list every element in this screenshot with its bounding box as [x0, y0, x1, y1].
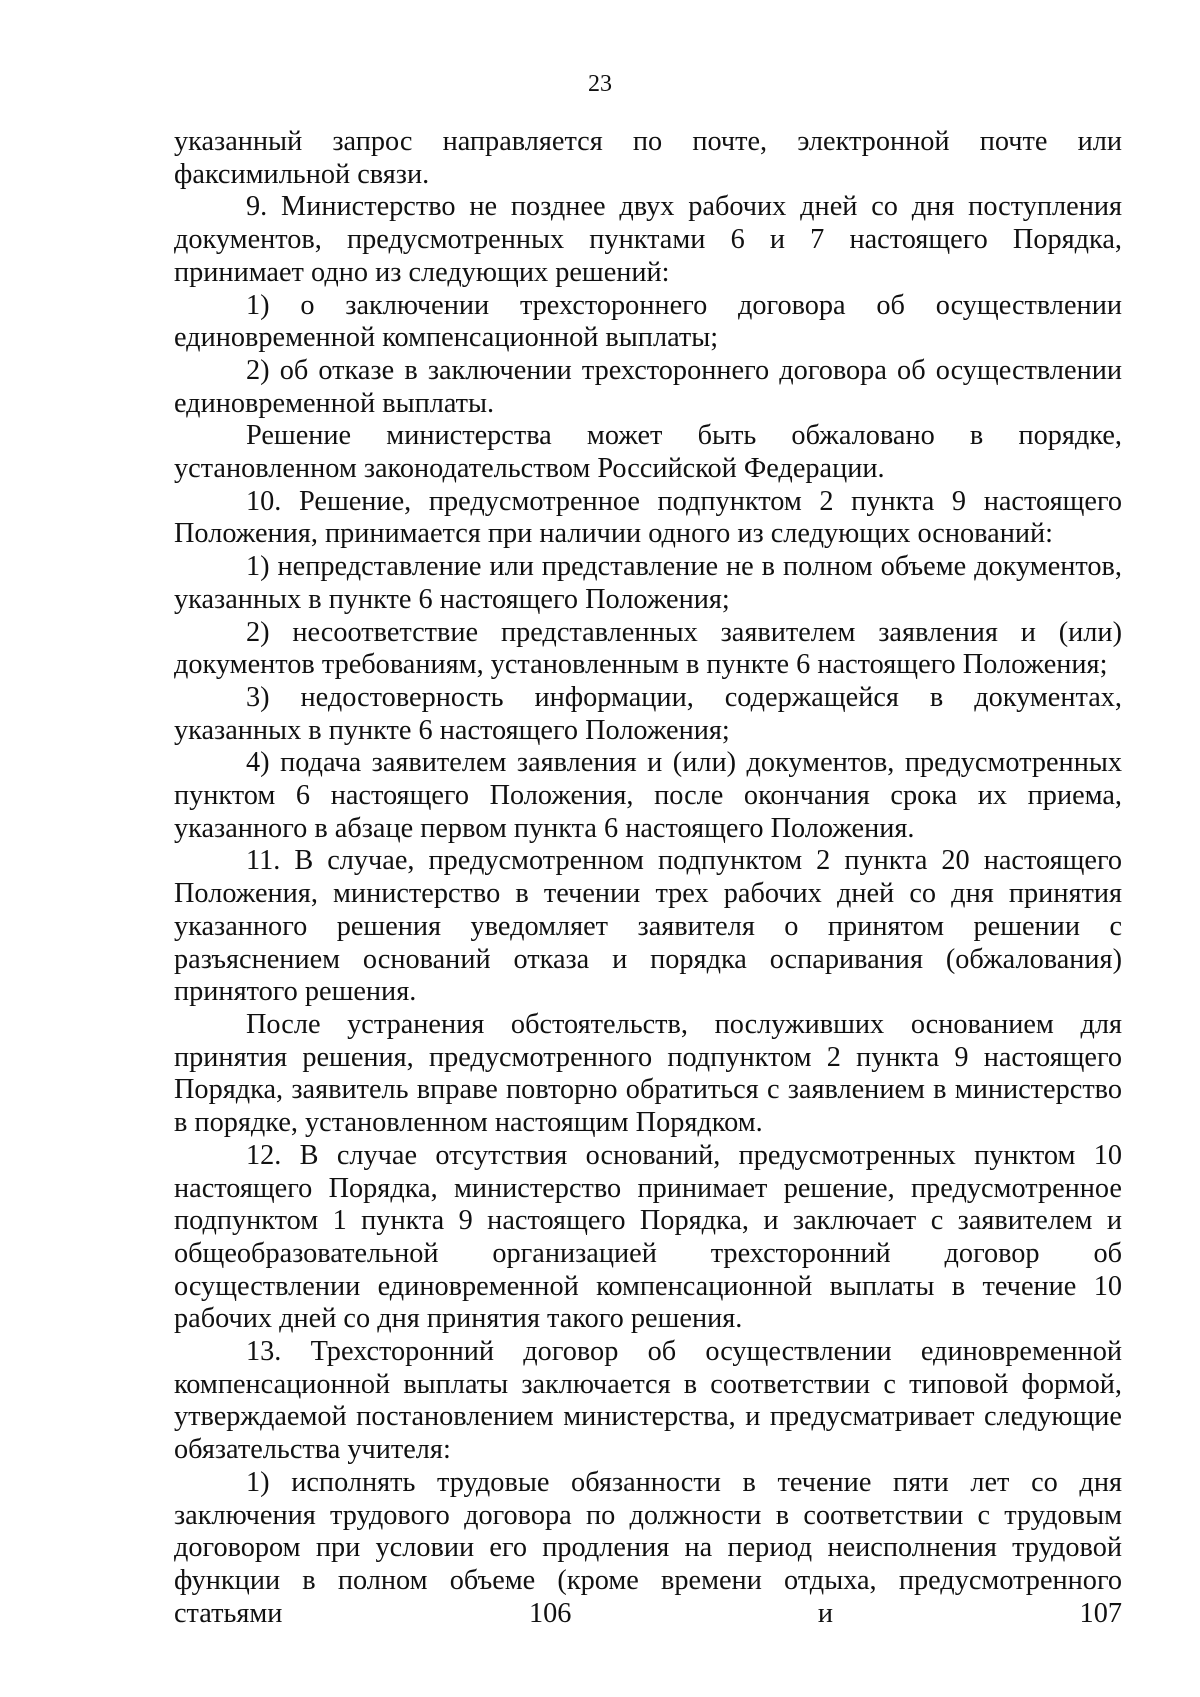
- paragraph: 4) подача заявителем заявления и (или) документов, предусмотренных пунктом 6 настоящего Положения, после окончания срока их приема, указанного в абзаце первом пункта 6 настоящего Положения.: [174, 747, 1122, 844]
- paragraph: 1) о заключении трехстороннего договора об осуществлении единовременной компенсационной выплаты;: [174, 289, 1122, 354]
- paragraph: После устранения обстоятельств, послуживших основанием для принятия решения, предусмотренного подпунктом 2 пункта 9 настоящего Порядка, заявитель вправе повторно обратиться с заявлением в министерство в порядке, установленном настоящим Порядком.: [174, 1008, 1122, 1139]
- paragraph: указанный запрос направляется по почте, электронной почте или факсимильной связи.: [174, 126, 1122, 190]
- paragraph: 12. В случае отсутствия оснований, предусмотренных пунктом 10 настоящего Порядка, министерство принимает решение, предусмотренное подпунктом 1 пункта 9 настоящего Порядка, и заключает с заявителем и общеобразовательной организацией трехсторонний договор об осуществлении единовременной компенсационной выплаты в течение 10 рабочих дней со дня принятия такого решения.: [174, 1139, 1122, 1335]
- paragraph: 1) исполнять трудовые обязанности в течение пяти лет со дня заключения трудового договора по должности в соответствии с трудовым договором при условии его продления на период неисполнения трудовой функции в полном объеме (кроме времени отдыха, предусмотренного статьями 106 и 107: [174, 1466, 1122, 1629]
- page-number: 23: [588, 71, 612, 97]
- paragraph: 9. Министерство не позднее двух рабочих дней со дня поступления документов, предусмотренных пунктами 6 и 7 настоящего Порядка, принимает одно из следующих решений:: [174, 191, 1122, 288]
- paragraph: 2) несоответствие представленных заявителем заявления и (или) документов требованиям, установленным в пункте 6 настоящего Положения;: [174, 616, 1122, 681]
- document-body: [174, 126, 1122, 1630]
- paragraph: 3) недостоверность информации, содержащейся в документах, указанных в пункте 6 настоящего Положения;: [174, 681, 1122, 746]
- paragraph: 11. В случае, предусмотренном подпунктом 2 пункта 20 настоящего Положения, министерство в течении трех рабочих дней со дня принятия указанного решения уведомляет заявителя о принятом решении с разъяснением оснований отказа и порядка оспаривания (обжалования) принятого решения.: [174, 845, 1122, 1008]
- paragraph: 2) об отказе в заключении трехстороннего договора об осуществлении единовременной выплаты.: [174, 354, 1122, 419]
- paragraph: Решение министерства может быть обжаловано в порядке, установленном законодательством Российской Федерации.: [174, 420, 1122, 485]
- paragraph: 10. Решение, предусмотренное подпунктом 2 пункта 9 настоящего Положения, принимается при наличии одного из следующих оснований:: [174, 485, 1122, 550]
- paragraph: 13. Трехсторонний договор об осуществлении единовременной компенсационной выплаты заключается в соответствии с типовой формой, утверждаемой постановлением министерства, и предусматривает следующие обязательства учителя:: [174, 1336, 1122, 1466]
- paragraph: 1) непредставление или представление не в полном объеме документов, указанных в пункте 6 настоящего Положения;: [174, 551, 1122, 615]
